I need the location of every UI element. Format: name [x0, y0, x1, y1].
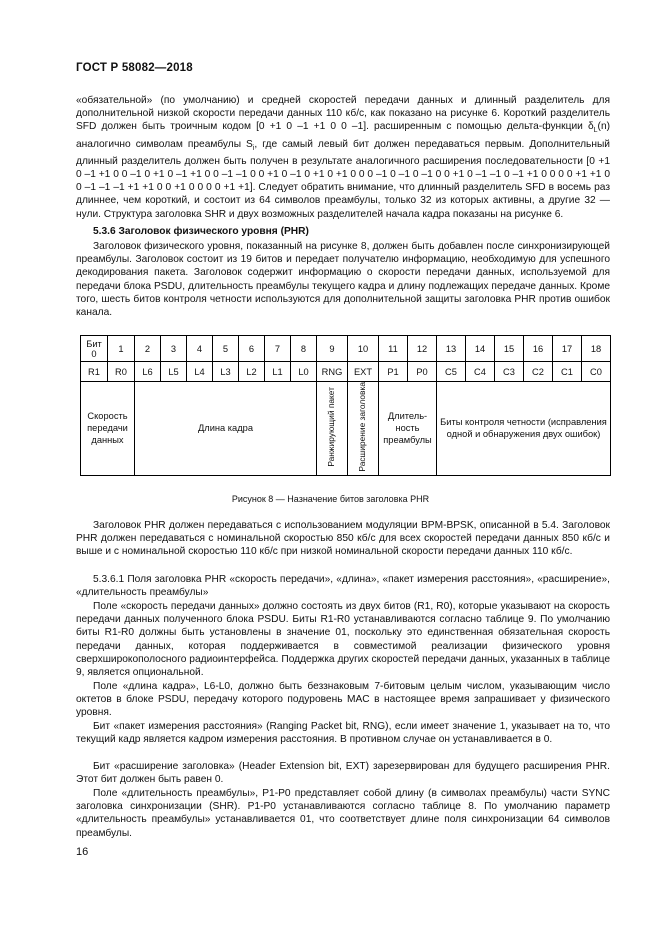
paragraph-preamble-length: Поле «длительность преамбулы», P1-P0 представляет собой длину (в символах преамбулы) части SYNC заголовка синхронизации (SHR). P1-P0 устанавливаются согласно таблице 8. По умолчанию параметр «длительность преамбулы» устанавливается 01, что соответствует длине поля синхронизации 64 символов преамбулы.: [76, 788, 610, 839]
figure-caption: Рисунок 8 — Назначение битов заголовка PHR: [231, 494, 430, 504]
paragraph-phr-modulation: Заголовок PHR должен передаваться с использованием модуляции BPM-BPSK, описанной в 5.4. Заголовок PHR должен передаваться с номинальной скоростью 850 кб/с для всех скоростей передачи данных 850 кб/с и выше и с номинальной скоростью 110 кб/с при низкой номинальной скорости передачи данных 110 кб/с.: [76, 520, 610, 558]
bit-number-cell: 2: [135, 336, 161, 362]
paragraph-extension: Бит «расширение заголовка» (Header Extension bit, EXT) зарезервирован для будущего расширения PHR. Этот бит должен быть равен 0.: [76, 761, 610, 786]
bit-number-cell: 18: [582, 336, 611, 362]
bit-name-cell: L6: [135, 362, 161, 382]
bit-number-cell: 11: [379, 336, 408, 362]
bit-number-cell: 8: [291, 336, 317, 362]
bit-name-row: [81, 362, 611, 382]
bit-number-cell: 1: [108, 336, 135, 362]
field-preamble: Длитель-ность преамбулы: [379, 382, 437, 476]
paragraph-ranging: Бит «пакет измерения расстояния» (Ranging Packet bit, RNG), если имеет значение 1, указывает на то, что текущий кадр является кадром измерения расстояния. В противном случае он устанавливается в 0.: [76, 721, 610, 746]
section-heading: 5.3.6 Заголовок физического уровня (PHR): [93, 226, 309, 237]
bit-number-cell: 9: [317, 336, 348, 362]
phr-bit-table: [80, 335, 611, 476]
bit-number-cell: 3: [161, 336, 187, 362]
bit-number-cell: 6: [239, 336, 265, 362]
bit-number-cell: 10: [348, 336, 379, 362]
bit-number-value: 0: [91, 348, 97, 359]
bit-name-cell: C0: [582, 362, 611, 382]
field-length: Длина кадра: [135, 382, 317, 476]
bit-name-cell: R1: [81, 362, 108, 382]
bit-name-cell: C2: [524, 362, 553, 382]
bit-number-cell: [81, 336, 108, 362]
bit-number-cell: 17: [553, 336, 582, 362]
paragraph-sfd: «обязательной» (по умолчанию) и средней скоростей передачи данных и длинный разделитель для дополнительной низкой скорости передачи данных 110 кб/с, как показано на рисунке 6. Короткий разделитель SFD должен быть троичным кодом [0 +1 0 –1 +1 0 0 –1]. расширенным с помощью дельта-функции $\delta_L(n)$ аналогично символам преамбулы $S_i$, где самый левый бит должен передаваться первым. Дополнительный длинный разделитель должен быть получен в результате аналогичного расширения последовательности [0 +1 0 –1 +1 0 0 –1 0 +1 0 –1 +1 0 0 –1 –1 0 0 +1 0 –1 0 +1 0 +1 0 0 0 –1 0 –1 0 –1 0 0 +1 0 –1 –1 0 –1 +1 0 0 0 0 +1 +1 0 0 –1 –1 –1 +1 +1 0 0 +1 0 0 0 0 +1 +1]. Следует обратить внимание, что длинный разделитель SFD в восемь раз длиннее, чем короткий, и состоит из 64 символов преамбулы, только 32 из которых активны, а другие 32 — нули. Структура заголовка SHR и двух возможных разделителей начала кадра показаны на рисунке 6.: [76, 95, 610, 220]
bit-number-cell: 15: [495, 336, 524, 362]
bit-number-cell: 14: [466, 336, 495, 362]
bit-name-cell: C5: [437, 362, 466, 382]
bit-number-cell: 4: [187, 336, 213, 362]
bit-name-cell: R0: [108, 362, 135, 382]
field-rate: Скорость передачи данных: [81, 382, 135, 476]
bit-number-cell: 5: [213, 336, 239, 362]
field-extension: Расширение заголовка: [348, 382, 379, 476]
page-number: 16: [76, 846, 89, 858]
bit-name-cell: P0: [408, 362, 437, 382]
field-parity: Биты контроля четности (исправления одной и обнаружения двух ошибок): [437, 382, 611, 476]
bit-name-cell: L2: [239, 362, 265, 382]
paragraph-phr-fields: 5.3.6.1 Поля заголовка PHR «скорость передачи», «длина», «пакет измерения расстояния», «расширение», «длительность преамбулы»: [76, 574, 610, 599]
paragraph-data-rate: Поле «скорость передачи данных» должно состоять из двух битов (R1, R0), которые указывают на скорость передачи данных полученного блока PSDU. Биты R1-R0 устанавливаются согласно таблице 9. По умолчанию биты R1-R0 должны быть установлены в значение 01, поскольку это единственная обязательная скорость передачи данных, которая поддерживается в совместимой реализации физического уровня сверхширокополосного радиоинтерфейса. Поддержка других скоростей передачи данных, указанных в таблице 9, является опциональной.: [76, 601, 610, 679]
bit-name-cell: L5: [161, 362, 187, 382]
bit-name-cell: L1: [265, 362, 291, 382]
bit-number-row: [81, 336, 611, 362]
bit-name-cell: C4: [466, 362, 495, 382]
bit-name-cell: L0: [291, 362, 317, 382]
bit-word-label: Бит: [86, 338, 102, 349]
field-ranging: Ранжирующий пакет: [317, 382, 348, 476]
bit-name-cell: P1: [379, 362, 408, 382]
bit-number-cell: 16: [524, 336, 553, 362]
bit-name-cell: L4: [187, 362, 213, 382]
bit-number-cell: 13: [437, 336, 466, 362]
bit-name-cell: C1: [553, 362, 582, 382]
bit-name-cell: C3: [495, 362, 524, 382]
bit-number-cell: 7: [265, 336, 291, 362]
bit-number-cell: 12: [408, 336, 437, 362]
paragraph-phr-intro: Заголовок физического уровня, показанный на рисунке 8, должен быть добавлен после синхронизирующей преамбулы. Заголовок состоит из 19 битов и передает получателю информацию, необходимую для успешного декодирования пакета. Заголовок содержит информацию о скорости передачи данных, используемой для передачи блока PSDU, длительность преамбулы текущего кадра и длину подлежащих передаче данных. Кроме того, шесть битов контроля четности используются для дополнительной защиты заголовка PHR против ошибок канала.: [76, 241, 610, 319]
document-header: ГОСТ Р 58082—2018: [76, 62, 193, 74]
bit-name-cell: L3: [213, 362, 239, 382]
bit-name-cell: EXT: [348, 362, 379, 382]
field-row: [81, 382, 611, 476]
paragraph-frame-length: Поле «длина кадра», L6-L0, должно быть беззнаковым 7-битовым целым числом, указывающим число октетов в блоке PSDU, передачу которого подуровень MAC в настоящее время запрашивает у физического уровня.: [76, 681, 610, 719]
bit-name-cell: RNG: [317, 362, 348, 382]
